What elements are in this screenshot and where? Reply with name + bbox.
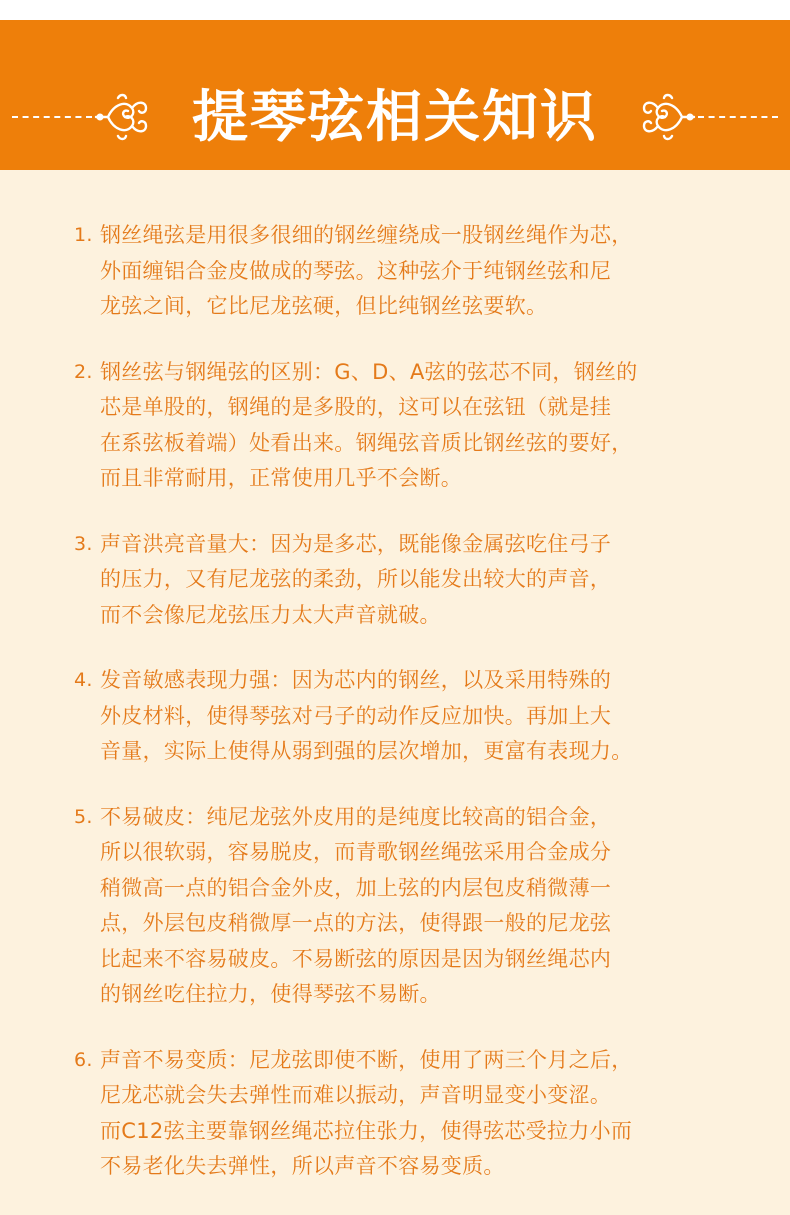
list-item <box>74 663 734 770</box>
item-text-line: 的钢丝吃住拉力，使得琴弦不易断。 <box>100 982 441 1006</box>
item-text-line: 尼龙芯就会失去弹性而难以振动，声音明显变小变涩。 <box>100 1083 612 1107</box>
item-text-line: 不易破皮：纯尼龙弦外皮用的是纯度比较高的铝合金， <box>100 804 612 829</box>
item-text-line: 的压力，又有尼龙弦的柔劲，所以能发出较大的声音， <box>100 567 612 591</box>
item-text-line: 在系弦板着端）处看出来。钢绳弦音质比钢丝弦的要好， <box>100 430 633 455</box>
list-item <box>74 800 734 1013</box>
item-number: 6. <box>74 1048 93 1071</box>
item-number: 1. <box>74 224 93 246</box>
flourish-ornament-right-icon <box>638 90 698 144</box>
list-item <box>74 355 734 497</box>
item-text-line: 点，外层包皮稍微厚一点的方法，使得跟一般的尼龙弦 <box>100 911 612 935</box>
list-item <box>74 1043 734 1185</box>
header-banner <box>0 20 790 170</box>
item-text-line: 发音敏感表现力强：因为芯内的钢丝，以及采用特殊的 <box>100 668 612 692</box>
top-strip <box>0 0 790 20</box>
item-text-line: 而且非常耐用，正常使用几乎不会断。 <box>100 466 463 490</box>
item-text-line: 钢丝弦与钢绳弦的区别：G、D、A弦的弦芯不同，钢丝的 <box>100 359 638 384</box>
item-text-line: 外皮材料，使得琴弦对弓子的动作反应加快。再加上大 <box>100 703 612 728</box>
item-text-line: 不易老化失去弹性，所以声音不容易变质。 <box>100 1154 505 1178</box>
item-text-line: 芯是单股的，钢绳的是多股的，这可以在弦钮（就是挂 <box>100 395 612 419</box>
list-item <box>74 218 734 325</box>
knowledge-list <box>74 218 734 1215</box>
item-number: 3. <box>74 532 93 555</box>
item-text-line: 声音洪亮音量大：因为是多芯，既能像金属弦吃住弓子 <box>100 531 612 556</box>
item-number: 4. <box>74 669 93 691</box>
item-text-line: 钢丝绳弦是用很多很细的钢丝缠绕成一股钢丝绳作为芯， <box>100 223 633 247</box>
item-text-line: 稍微高一点的铝合金外皮，加上弦的内层包皮稍微薄一 <box>100 875 612 900</box>
item-text-line: 外面缠铝合金皮做成的琴弦。这种弦介于纯钢丝弦和尼 <box>100 258 612 283</box>
page-title: 提琴弦相关知识 <box>192 85 598 150</box>
item-text-line: 音量，实际上使得从弱到强的层次增加，更富有表现力。 <box>100 739 633 763</box>
item-text-line: 龙弦之间，它比尼龙弦硬，但比纯钢丝弦要软。 <box>100 294 548 318</box>
dashed-line-right <box>698 116 778 118</box>
item-text-line: 而不会像尼龙弦压力太大声音就破。 <box>100 602 441 627</box>
item-text-line: 声音不易变质：尼龙弦即使不断，使用了两三个月之后， <box>100 1047 633 1072</box>
item-text-line: 比起来不容易破皮。不易断弦的原因是因为钢丝绳芯内 <box>100 946 612 971</box>
item-number: 5. <box>74 805 93 828</box>
item-number: 2. <box>74 360 93 383</box>
item-text-line: 所以很软弱，容易脱皮，而青歌钢丝绳弦采用合金成分 <box>100 840 612 864</box>
list-item <box>74 527 734 634</box>
item-text-line: 而C12弦主要靠钢丝绳芯拉住张力，使得弦芯受拉力小而 <box>100 1118 633 1143</box>
